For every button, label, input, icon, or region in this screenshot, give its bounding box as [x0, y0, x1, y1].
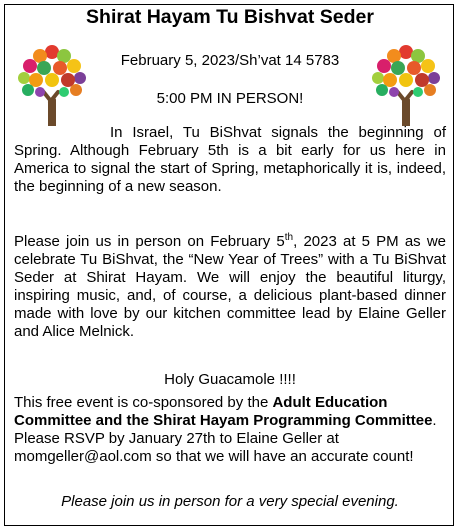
closing-line: Please join us in person for a very special evening. — [61, 493, 399, 510]
sponsor-text-end: . Please RSVP by January 27th to Elaine Geller at momgeller@aol.com so that we will have an accurate count! — [14, 412, 437, 465]
sponsor-text-start: This free event is co-sponsored by the — [14, 394, 273, 411]
ordinal-suffix: th — [284, 232, 294, 243]
intro-paragraph — [14, 124, 446, 196]
invitation-text-start: Please join us in person on February 5 — [14, 233, 285, 250]
sponsor-committees: Adult Education Committee and the Shirat Hayam Programming Committee — [14, 394, 433, 429]
event-date: February 5, 2023/Sh’vat 14 5783 — [120, 52, 340, 69]
event-time: 5:00 PM IN PERSON! — [156, 90, 304, 107]
invitation-paragraph — [14, 229, 446, 341]
holy-guacamole-line: Holy Guacamole !!!! — [164, 371, 296, 388]
sponsor-paragraph — [14, 394, 446, 466]
invitation-text-end: , 2023 at 5 PM as we celebrate Tu BiShvat, the “New Year of Trees” with a Tu BiShvat Seder at Shirat Hayam. We will enjoy the beautiful liturgy, inspiring music, and, of course, a delicious plant-based dinner made with love by our kitchen committee lead by Elaine Geller and Alice Melnick. — [14, 233, 446, 340]
intro-text: In Israel, Tu BiShvat signals the beginning of Spring. Although February 5th is a bit early for us here in America to signal the start of Spring, metaphorically it is, indeed, the beginning of a new season. — [14, 124, 446, 195]
flyer-title: Shirat Hayam Tu Bishvat Seder — [86, 6, 374, 28]
